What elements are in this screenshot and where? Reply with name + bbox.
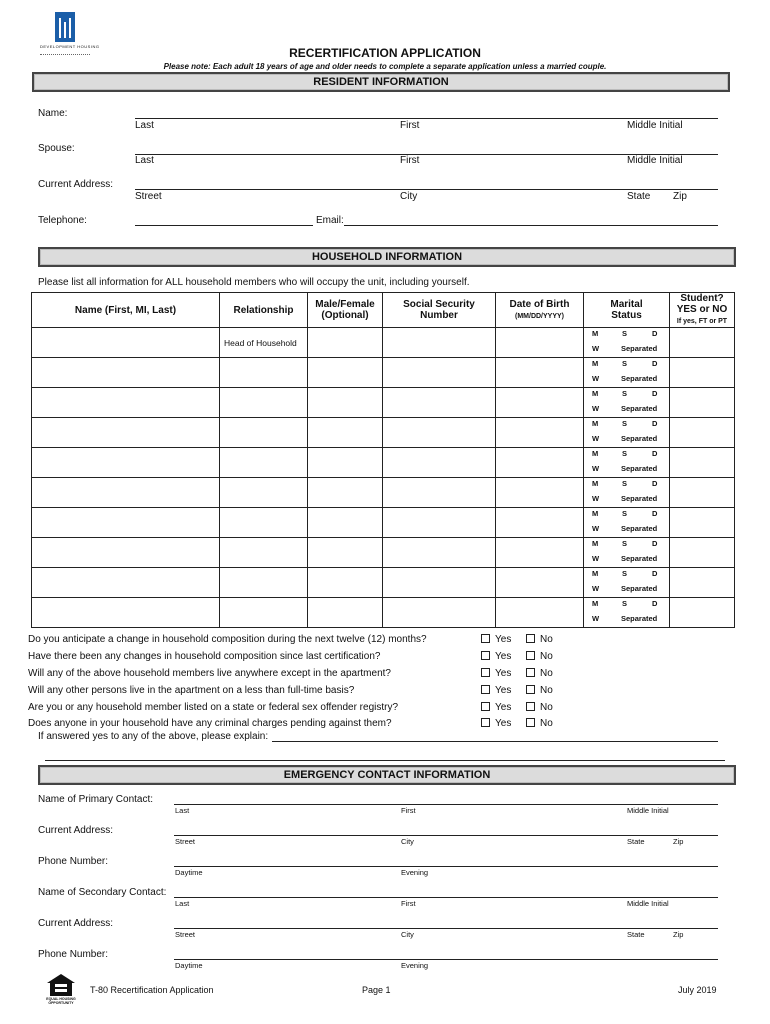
household-cell-marital[interactable] <box>584 508 670 538</box>
household-row <box>32 598 735 628</box>
primary-zip-caption: Zip <box>673 837 684 846</box>
marital-separated[interactable]: Separated <box>621 554 658 563</box>
secondary-daytime-caption: Daytime <box>175 961 203 970</box>
primary-phone-label: Phone Number: <box>38 856 109 867</box>
yes-label: Yes <box>495 685 512 696</box>
household-header-row <box>32 293 735 328</box>
household-cell-relationship[interactable] <box>220 388 308 418</box>
household-cell-student[interactable] <box>670 478 735 508</box>
marital-w[interactable]: W <box>592 584 600 593</box>
household-cell-sex[interactable] <box>308 388 383 418</box>
question-text: Have there been any changes in household composition since last certification? <box>28 651 381 662</box>
question-no-option[interactable] <box>526 651 553 662</box>
household-cell-student[interactable] <box>670 388 735 418</box>
marital-m[interactable]: M <box>592 539 599 548</box>
marital-w[interactable]: W <box>592 404 600 413</box>
marital-separated[interactable]: Separated <box>621 404 658 413</box>
primary-middle-caption: Middle Initial <box>627 806 669 815</box>
email-label: Email: <box>316 215 344 226</box>
household-cell-student[interactable] <box>670 538 735 568</box>
yes-label: Yes <box>495 634 512 645</box>
marital-w[interactable]: W <box>592 524 600 533</box>
household-cell-marital[interactable] <box>584 358 670 388</box>
question-yes-option[interactable] <box>481 702 511 713</box>
address-zip-caption: Zip <box>673 191 687 202</box>
household-cell-sex[interactable] <box>308 598 383 628</box>
household-cell-name[interactable] <box>32 508 220 538</box>
no-label: No <box>540 685 553 696</box>
household-cell-marital[interactable] <box>584 448 670 478</box>
marital-s[interactable]: S <box>622 599 628 608</box>
secondary-middle-caption: Middle Initial <box>627 899 669 908</box>
col-dob-header: Date of Birth (MM/DD/YYYY) <box>496 293 584 328</box>
marital-w[interactable]: W <box>592 494 600 503</box>
checkbox-icon[interactable] <box>481 718 490 727</box>
question-text: Do you anticipate a change in household composition during the next twelve (12) months? <box>28 634 427 645</box>
checkbox-icon[interactable] <box>481 634 490 643</box>
marital-m[interactable]: M <box>592 389 599 398</box>
question-yes-option[interactable] <box>481 651 511 662</box>
household-cell-relationship[interactable] <box>220 568 308 598</box>
explain-field-2[interactable] <box>45 760 725 761</box>
secondary-first-caption: First <box>401 899 416 908</box>
household-cell-relationship[interactable] <box>220 448 308 478</box>
yes-label: Yes <box>495 718 512 729</box>
checkbox-icon[interactable] <box>526 718 535 727</box>
col-sex-header: Male/Female (Optional) <box>308 293 383 328</box>
secondary-city-caption: City <box>401 930 414 939</box>
household-cell-ssn[interactable] <box>383 538 496 568</box>
spouse-last-caption: Last <box>135 155 154 166</box>
household-cell-dob[interactable] <box>496 538 584 568</box>
equal-housing-text: EQUAL HOUSING OPPORTUNITY <box>46 997 76 1005</box>
household-cell-name[interactable] <box>32 538 220 568</box>
page-title: RECERTIFICATION APPLICATION <box>289 46 481 60</box>
marital-d[interactable]: D <box>652 569 658 578</box>
form-id: T-80 Recertification Application <box>90 985 214 995</box>
marital-d[interactable]: D <box>652 389 658 398</box>
marital-m[interactable]: M <box>592 419 599 428</box>
household-cell-relationship[interactable] <box>220 478 308 508</box>
checkbox-icon[interactable] <box>481 702 490 711</box>
equal-housing-icon <box>46 973 76 997</box>
household-row <box>32 448 735 478</box>
secondary-contact-field[interactable] <box>174 897 718 898</box>
household-cell-dob[interactable] <box>496 328 584 358</box>
telephone-field[interactable] <box>135 225 313 226</box>
question-no-option[interactable] <box>526 668 553 679</box>
col-name-header: Name (First, MI, Last) <box>32 293 220 328</box>
name-first-caption: First <box>400 120 420 131</box>
question-yes-option[interactable] <box>481 718 511 729</box>
household-cell-ssn[interactable] <box>383 598 496 628</box>
marital-d[interactable]: D <box>652 509 658 518</box>
marital-separated[interactable]: Separated <box>621 344 658 353</box>
household-cell-sex[interactable] <box>308 448 383 478</box>
primary-first-caption: First <box>401 806 416 815</box>
checkbox-icon[interactable] <box>481 668 490 677</box>
marital-d[interactable]: D <box>652 599 658 608</box>
household-cell-sex[interactable] <box>308 478 383 508</box>
yes-label: Yes <box>495 651 512 662</box>
household-cell-marital[interactable] <box>584 328 670 358</box>
address-city-caption: City <box>400 191 418 202</box>
page-number: Page 1 <box>362 985 391 995</box>
primary-evening-caption: Evening <box>401 868 429 877</box>
household-cell-ssn[interactable] <box>383 478 496 508</box>
marital-s[interactable]: S <box>622 539 628 548</box>
marital-m[interactable]: M <box>592 329 599 338</box>
household-cell-dob[interactable] <box>496 418 584 448</box>
household-cell-name[interactable] <box>32 568 220 598</box>
household-cell-ssn[interactable] <box>383 508 496 538</box>
yes-label: Yes <box>495 668 512 679</box>
spouse-first-caption: First <box>400 155 420 166</box>
marital-d[interactable]: D <box>652 419 658 428</box>
primary-daytime-caption: Daytime <box>175 868 203 877</box>
question-text: Are you or any household member listed on a state or federal sex offender registry? <box>28 702 399 713</box>
secondary-last-caption: Last <box>175 899 190 908</box>
org-logo <box>55 12 75 42</box>
email-field[interactable] <box>344 225 718 226</box>
marital-s[interactable]: S <box>622 359 628 368</box>
no-label: No <box>540 702 553 713</box>
question-text: Will any other persons live in the apartment on a less than full-time basis? <box>28 685 355 696</box>
primary-address-field[interactable] <box>174 835 718 836</box>
checkbox-icon[interactable] <box>526 702 535 711</box>
marital-s[interactable]: S <box>622 479 628 488</box>
secondary-state-caption: State <box>627 930 645 939</box>
household-cell-ssn[interactable] <box>383 358 496 388</box>
checkbox-icon[interactable] <box>526 668 535 677</box>
question-no-option[interactable] <box>526 634 553 645</box>
household-row <box>32 418 735 448</box>
household-cell-marital[interactable] <box>584 388 670 418</box>
marital-separated[interactable]: Separated <box>621 464 658 473</box>
question-no-option[interactable] <box>526 685 553 696</box>
household-cell-name[interactable] <box>32 598 220 628</box>
marital-w[interactable]: W <box>592 374 600 383</box>
household-cell-student[interactable] <box>670 328 735 358</box>
household-cell-student[interactable] <box>670 508 735 538</box>
household-row <box>32 508 735 538</box>
household-cell-name[interactable] <box>32 418 220 448</box>
marital-separated[interactable]: Separated <box>621 374 658 383</box>
household-cell-sex[interactable] <box>308 418 383 448</box>
spouse-middle-caption: Middle Initial <box>627 155 683 166</box>
household-row <box>32 568 735 598</box>
household-cell-name[interactable] <box>32 328 220 358</box>
household-cell-name[interactable] <box>32 358 220 388</box>
col-marital-header: Marital Status <box>584 293 670 328</box>
primary-phone-field[interactable] <box>174 866 718 867</box>
revision-date: July 2019 <box>678 985 717 995</box>
primary-city-caption: City <box>401 837 414 846</box>
marital-w[interactable]: W <box>592 554 600 563</box>
checkbox-icon[interactable] <box>481 685 490 694</box>
household-cell-sex[interactable] <box>308 358 383 388</box>
household-cell-dob[interactable] <box>496 448 584 478</box>
household-instruction: Please list all information for ALL household members who will occupy the unit, including yourself. <box>38 277 470 288</box>
col-ssn-header: Social Security Number <box>383 293 496 328</box>
primary-street-caption: Street <box>175 837 196 846</box>
marital-d[interactable]: D <box>652 449 658 458</box>
checkbox-icon[interactable] <box>526 634 535 643</box>
marital-m[interactable]: M <box>592 449 599 458</box>
household-row <box>32 328 735 358</box>
household-cell-dob[interactable] <box>496 388 584 418</box>
marital-w[interactable]: W <box>592 614 600 623</box>
secondary-phone-label: Phone Number: <box>38 949 109 960</box>
no-label: No <box>540 634 553 645</box>
marital-d[interactable]: D <box>652 329 658 338</box>
secondary-zip-caption: Zip <box>673 930 684 939</box>
marital-w[interactable]: W <box>592 434 600 443</box>
marital-w[interactable]: W <box>592 464 600 473</box>
primary-contact-field[interactable] <box>174 804 718 805</box>
checkbox-icon[interactable] <box>526 651 535 660</box>
household-cell-dob[interactable] <box>496 598 584 628</box>
secondary-address-label: Current Address: <box>38 918 114 929</box>
household-cell-marital[interactable] <box>584 598 670 628</box>
name-middle-caption: Middle Initial <box>627 120 683 131</box>
household-cell-ssn[interactable] <box>383 568 496 598</box>
household-cell-student[interactable] <box>670 568 735 598</box>
marital-m[interactable]: M <box>592 509 599 518</box>
explain-field-1[interactable] <box>272 741 718 742</box>
household-cell-student[interactable] <box>670 418 735 448</box>
checkbox-icon[interactable] <box>526 685 535 694</box>
marital-s[interactable]: S <box>622 449 628 458</box>
emergency-section-heading: EMERGENCY CONTACT INFORMATION <box>38 765 736 785</box>
household-cell-ssn[interactable] <box>383 328 496 358</box>
name-last-caption: Last <box>135 120 154 131</box>
marital-s[interactable]: S <box>622 419 628 428</box>
marital-separated[interactable]: Separated <box>621 494 658 503</box>
secondary-street-caption: Street <box>175 930 196 939</box>
marital-s[interactable]: S <box>622 509 628 518</box>
household-cell-marital[interactable] <box>584 568 670 598</box>
question-no-option[interactable] <box>526 718 553 729</box>
marital-d[interactable]: D <box>652 359 658 368</box>
question-no-option[interactable] <box>526 702 553 713</box>
household-cell-student[interactable] <box>670 358 735 388</box>
question-yes-option[interactable] <box>481 634 511 645</box>
primary-last-caption: Last <box>175 806 190 815</box>
household-cell-relationship[interactable] <box>220 358 308 388</box>
no-label: No <box>540 718 553 729</box>
household-cell-sex[interactable] <box>308 328 383 358</box>
household-cell-relationship[interactable] <box>220 328 308 358</box>
household-cell-marital[interactable] <box>584 418 670 448</box>
household-cell-student[interactable] <box>670 598 735 628</box>
household-cell-name[interactable] <box>32 448 220 478</box>
resident-section-heading: RESIDENT INFORMATION <box>32 72 730 92</box>
primary-contact-label: Name of Primary Contact: <box>38 794 154 805</box>
secondary-contact-label: Name of Secondary Contact: <box>38 887 167 898</box>
marital-separated[interactable]: Separated <box>621 434 658 443</box>
no-label: No <box>540 668 553 679</box>
marital-m[interactable]: M <box>592 479 599 488</box>
marital-m[interactable]: M <box>592 599 599 608</box>
name-label: Name: <box>38 108 68 119</box>
household-section-heading: HOUSEHOLD INFORMATION <box>38 247 736 267</box>
primary-state-caption: State <box>627 837 645 846</box>
marital-d[interactable]: D <box>652 539 658 548</box>
marital-s[interactable]: S <box>622 569 628 578</box>
household-row <box>32 538 735 568</box>
household-cell-dob[interactable] <box>496 478 584 508</box>
question-text: Does anyone in your household have any criminal charges pending against them? <box>28 718 392 729</box>
secondary-phone-field[interactable] <box>174 959 718 960</box>
name-field[interactable] <box>135 118 718 119</box>
address-label: Current Address: <box>38 179 114 190</box>
address-field[interactable] <box>135 189 718 190</box>
household-cell-student[interactable] <box>670 448 735 478</box>
marital-separated[interactable]: Separated <box>621 584 658 593</box>
question-yes-option[interactable] <box>481 685 511 696</box>
household-cell-ssn[interactable] <box>383 388 496 418</box>
household-cell-relationship[interactable] <box>220 538 308 568</box>
household-cell-marital[interactable] <box>584 478 670 508</box>
marital-d[interactable]: D <box>652 479 658 488</box>
household-cell-dob[interactable] <box>496 568 584 598</box>
address-street-caption: Street <box>135 191 162 202</box>
household-row <box>32 358 735 388</box>
org-name: DEVELOPMENT HOUSING <box>40 44 100 49</box>
household-cell-sex[interactable] <box>308 538 383 568</box>
household-cell-relationship[interactable] <box>220 418 308 448</box>
household-cell-sex[interactable] <box>308 568 383 598</box>
household-cell-dob[interactable] <box>496 508 584 538</box>
question-text: Will any of the above household members live anywhere except in the apartment? <box>28 668 391 679</box>
household-cell-relationship[interactable] <box>220 598 308 628</box>
household-cell-name[interactable] <box>32 388 220 418</box>
col-student-header: Student? YES or NO If yes, FT or PT <box>670 293 735 328</box>
primary-address-label: Current Address: <box>38 825 114 836</box>
marital-s[interactable]: S <box>622 389 628 398</box>
yes-label: Yes <box>495 702 512 713</box>
marital-m[interactable]: M <box>592 359 599 368</box>
marital-m[interactable]: M <box>592 569 599 578</box>
marital-s[interactable]: S <box>622 329 628 338</box>
household-cell-relationship[interactable] <box>220 508 308 538</box>
secondary-address-field[interactable] <box>174 928 718 929</box>
checkbox-icon[interactable] <box>481 651 490 660</box>
secondary-evening-caption: Evening <box>401 961 429 970</box>
explain-label: If answered yes to any of the above, please explain: <box>38 731 269 742</box>
telephone-label: Telephone: <box>38 215 87 226</box>
household-cell-marital[interactable] <box>584 538 670 568</box>
spouse-label: Spouse: <box>38 143 75 154</box>
household-cell-sex[interactable] <box>308 508 383 538</box>
household-row <box>32 388 735 418</box>
equal-housing-logo <box>46 973 76 1005</box>
col-relationship-header: Relationship <box>220 293 308 328</box>
question-yes-option[interactable] <box>481 668 511 679</box>
household-cell-dob[interactable] <box>496 358 584 388</box>
marital-w[interactable]: W <box>592 344 600 353</box>
no-label: No <box>540 651 553 662</box>
household-table <box>31 292 735 628</box>
household-cell-name[interactable] <box>32 478 220 508</box>
household-cell-ssn[interactable] <box>383 418 496 448</box>
marital-separated[interactable]: Separated <box>621 524 658 533</box>
address-state-caption: State <box>627 191 651 202</box>
household-row <box>32 478 735 508</box>
household-cell-ssn[interactable] <box>383 448 496 478</box>
head-of-household-text: Head of Household <box>224 338 297 348</box>
marital-separated[interactable]: Separated <box>621 614 658 623</box>
page-note: Please note: Each adult 18 years of age and older needs to complete a separate application unless a married couple. <box>163 62 607 71</box>
